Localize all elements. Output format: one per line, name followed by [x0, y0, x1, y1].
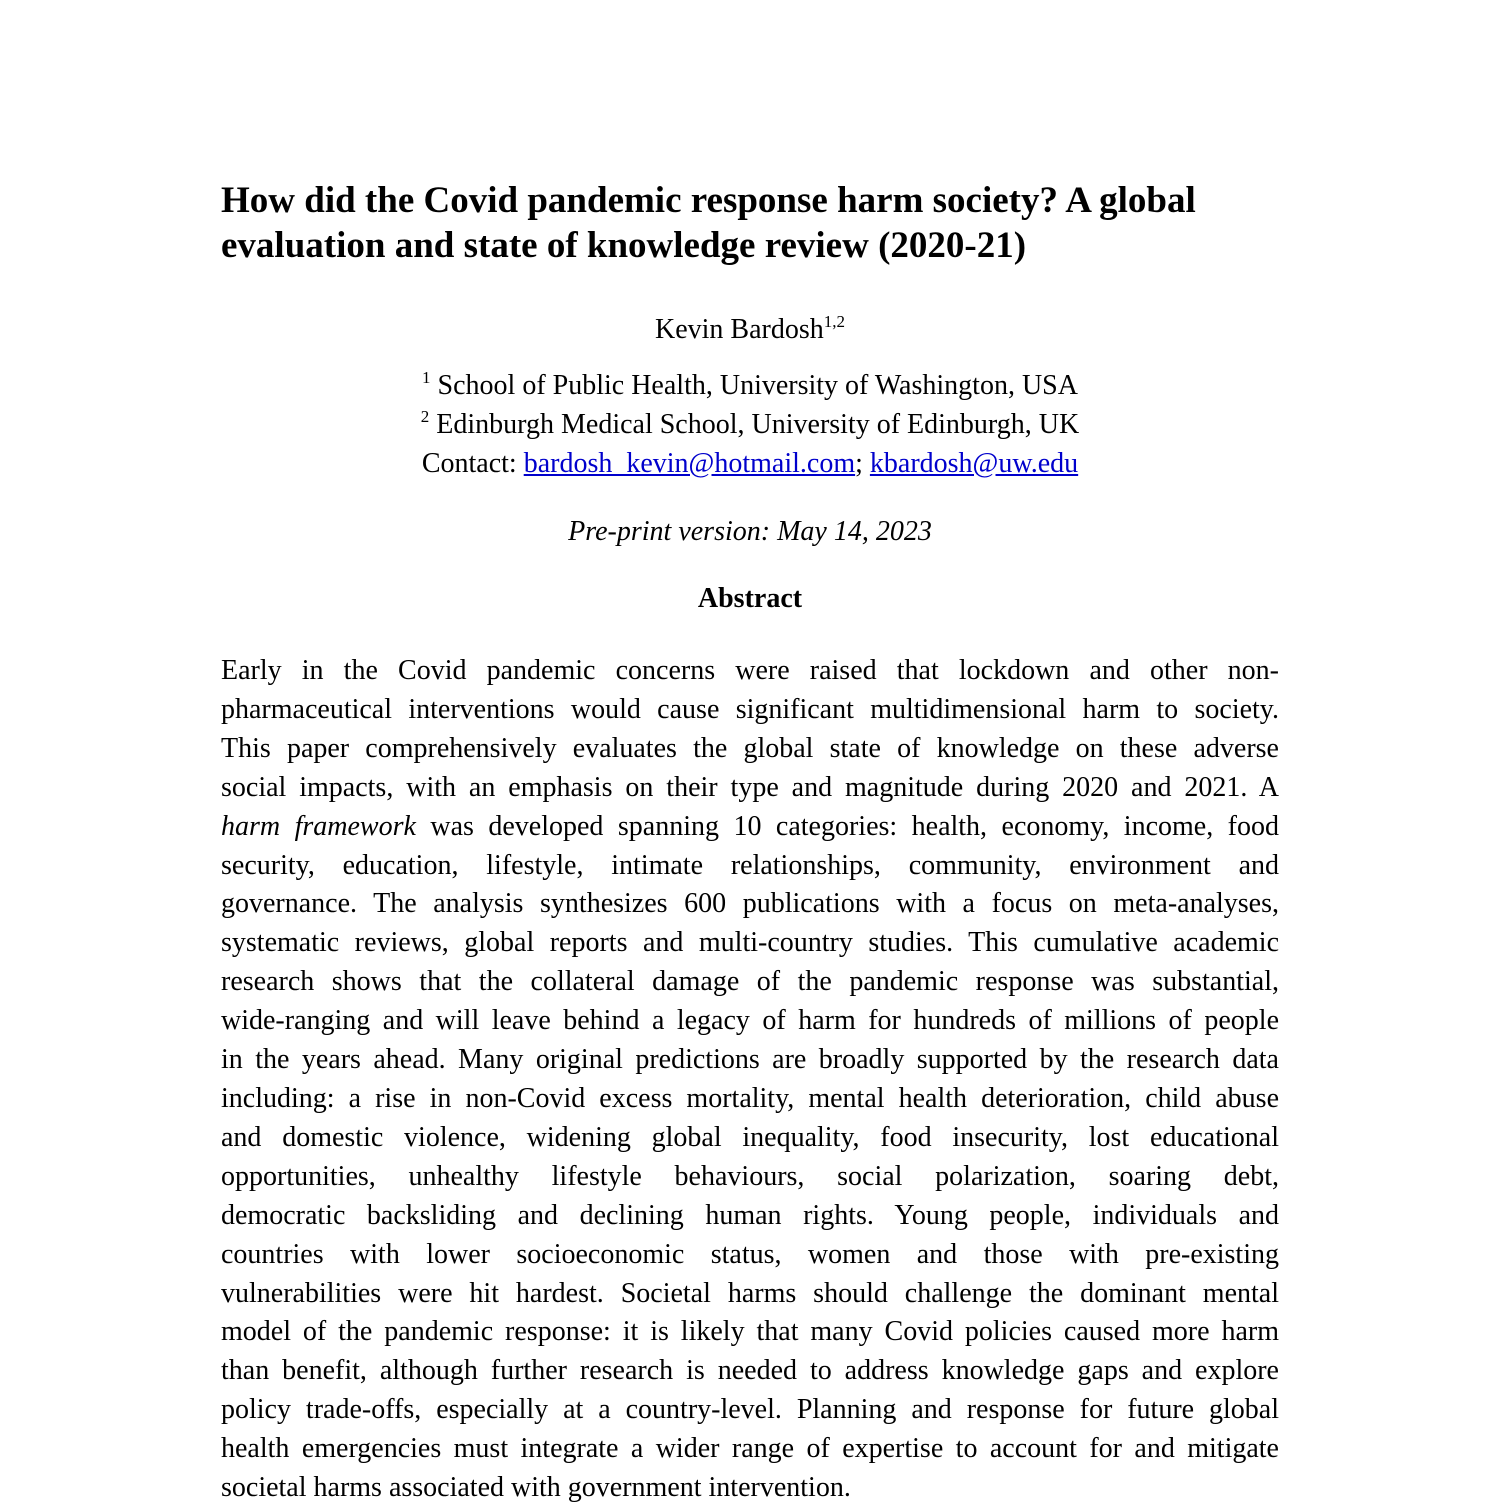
email-link-hotmail[interactable]: bardosh_kevin@hotmail.com	[523, 448, 856, 479]
email-link-uw[interactable]: kbardosh@uw.edu	[869, 448, 1079, 479]
contact-label: Contact:	[421, 448, 524, 479]
preprint-version: Pre-print version: May 14, 2023	[568, 516, 932, 547]
abstract-line: systematic reviews, global reports and multi-country studies. This cumulative academic	[221, 927, 1279, 959]
abstract-line: policy trade-offs, especially at a country-level. Planning and response for future global	[221, 1394, 1279, 1426]
abstract-line: and domestic violence, widening global inequality, food insecurity, lost educational	[221, 1121, 1279, 1153]
abstract-heading: Abstract	[697, 583, 803, 614]
affiliation-2	[0, 405, 1500, 444]
paper-title	[221, 178, 1301, 268]
abstract-line: democratic backsliding and declining human rights. Young people, individuals and	[221, 1199, 1279, 1231]
abstract-line: pharmaceutical interventions would cause significant multidimensional harm to society.	[221, 693, 1279, 725]
affil-text: Edinburgh Medical School, University of Edinburgh, UK	[436, 409, 1080, 440]
author-name: Kevin Bardosh	[654, 314, 824, 345]
harm-framework-term: harm framework	[221, 810, 416, 842]
abstract-line: security, education, lifestyle, intimate relationships, community, environment and	[221, 849, 1279, 881]
abstract-line: opportunities, unhealthy lifestyle behaviours, social polarization, soaring debt,	[221, 1160, 1279, 1192]
author	[0, 310, 1500, 349]
abstract-line: social impacts, with an emphasis on their type and magnitude during 2020 and 2021. A	[221, 771, 1279, 803]
abstract-line: including: a rise in non-Covid excess mortality, mental health deterioration, child abuse	[221, 1082, 1279, 1114]
title-line: How did the Covid pandemic response harm society? A global	[221, 180, 1196, 221]
abstract-line: governance. The analysis synthesizes 600 publications with a focus on meta-analyses,	[221, 888, 1279, 920]
contact-line	[0, 444, 1500, 483]
contact-separator: ;	[855, 448, 870, 479]
abstract-line: countries with lower socioeconomic status, women and those with pre-existing	[221, 1238, 1279, 1270]
abstract-line: vulnerabilities were hit hardest. Societal harms should challenge the dominant mental	[221, 1277, 1279, 1309]
abstract-line: health emergencies must integrate a wider range of expertise to account for and mitigate	[221, 1433, 1279, 1465]
affiliation-1	[0, 366, 1500, 405]
abstract-line: harm framework was developed spanning 10 categories: health, economy, income, food	[221, 810, 1279, 842]
abstract-line: research shows that the collateral damage of the pandemic response was substantial,	[221, 966, 1279, 998]
affil-mark: 2	[420, 407, 430, 426]
abstract-line: societal harms associated with government intervention.	[221, 1472, 851, 1504]
abstract-line: model of the pandemic response: it is likely that many Covid policies caused more harm	[221, 1316, 1279, 1348]
abstract-line: in the years ahead. Many original predictions are broadly supported by the research data	[221, 1044, 1279, 1076]
author-affil-marks: 1,2	[823, 312, 845, 331]
abstract-line: than benefit, although further research is needed to address knowledge gaps and explore	[221, 1355, 1279, 1387]
affil-mark: 1	[422, 368, 431, 387]
affil-text: School of Public Health, University of Washington, USA	[437, 370, 1078, 401]
abstract-body	[221, 652, 1279, 1508]
abstract-line: wide-ranging and will leave behind a legacy of harm for hundreds of millions of people	[221, 1005, 1279, 1037]
abstract-line: This paper comprehensively evaluates the global state of knowledge on these adverse	[221, 732, 1279, 764]
abstract-line: Early in the Covid pandemic concerns were raised that lockdown and other non-	[221, 655, 1279, 686]
title-line: evaluation and state of knowledge review (2020-21)	[221, 225, 1027, 266]
